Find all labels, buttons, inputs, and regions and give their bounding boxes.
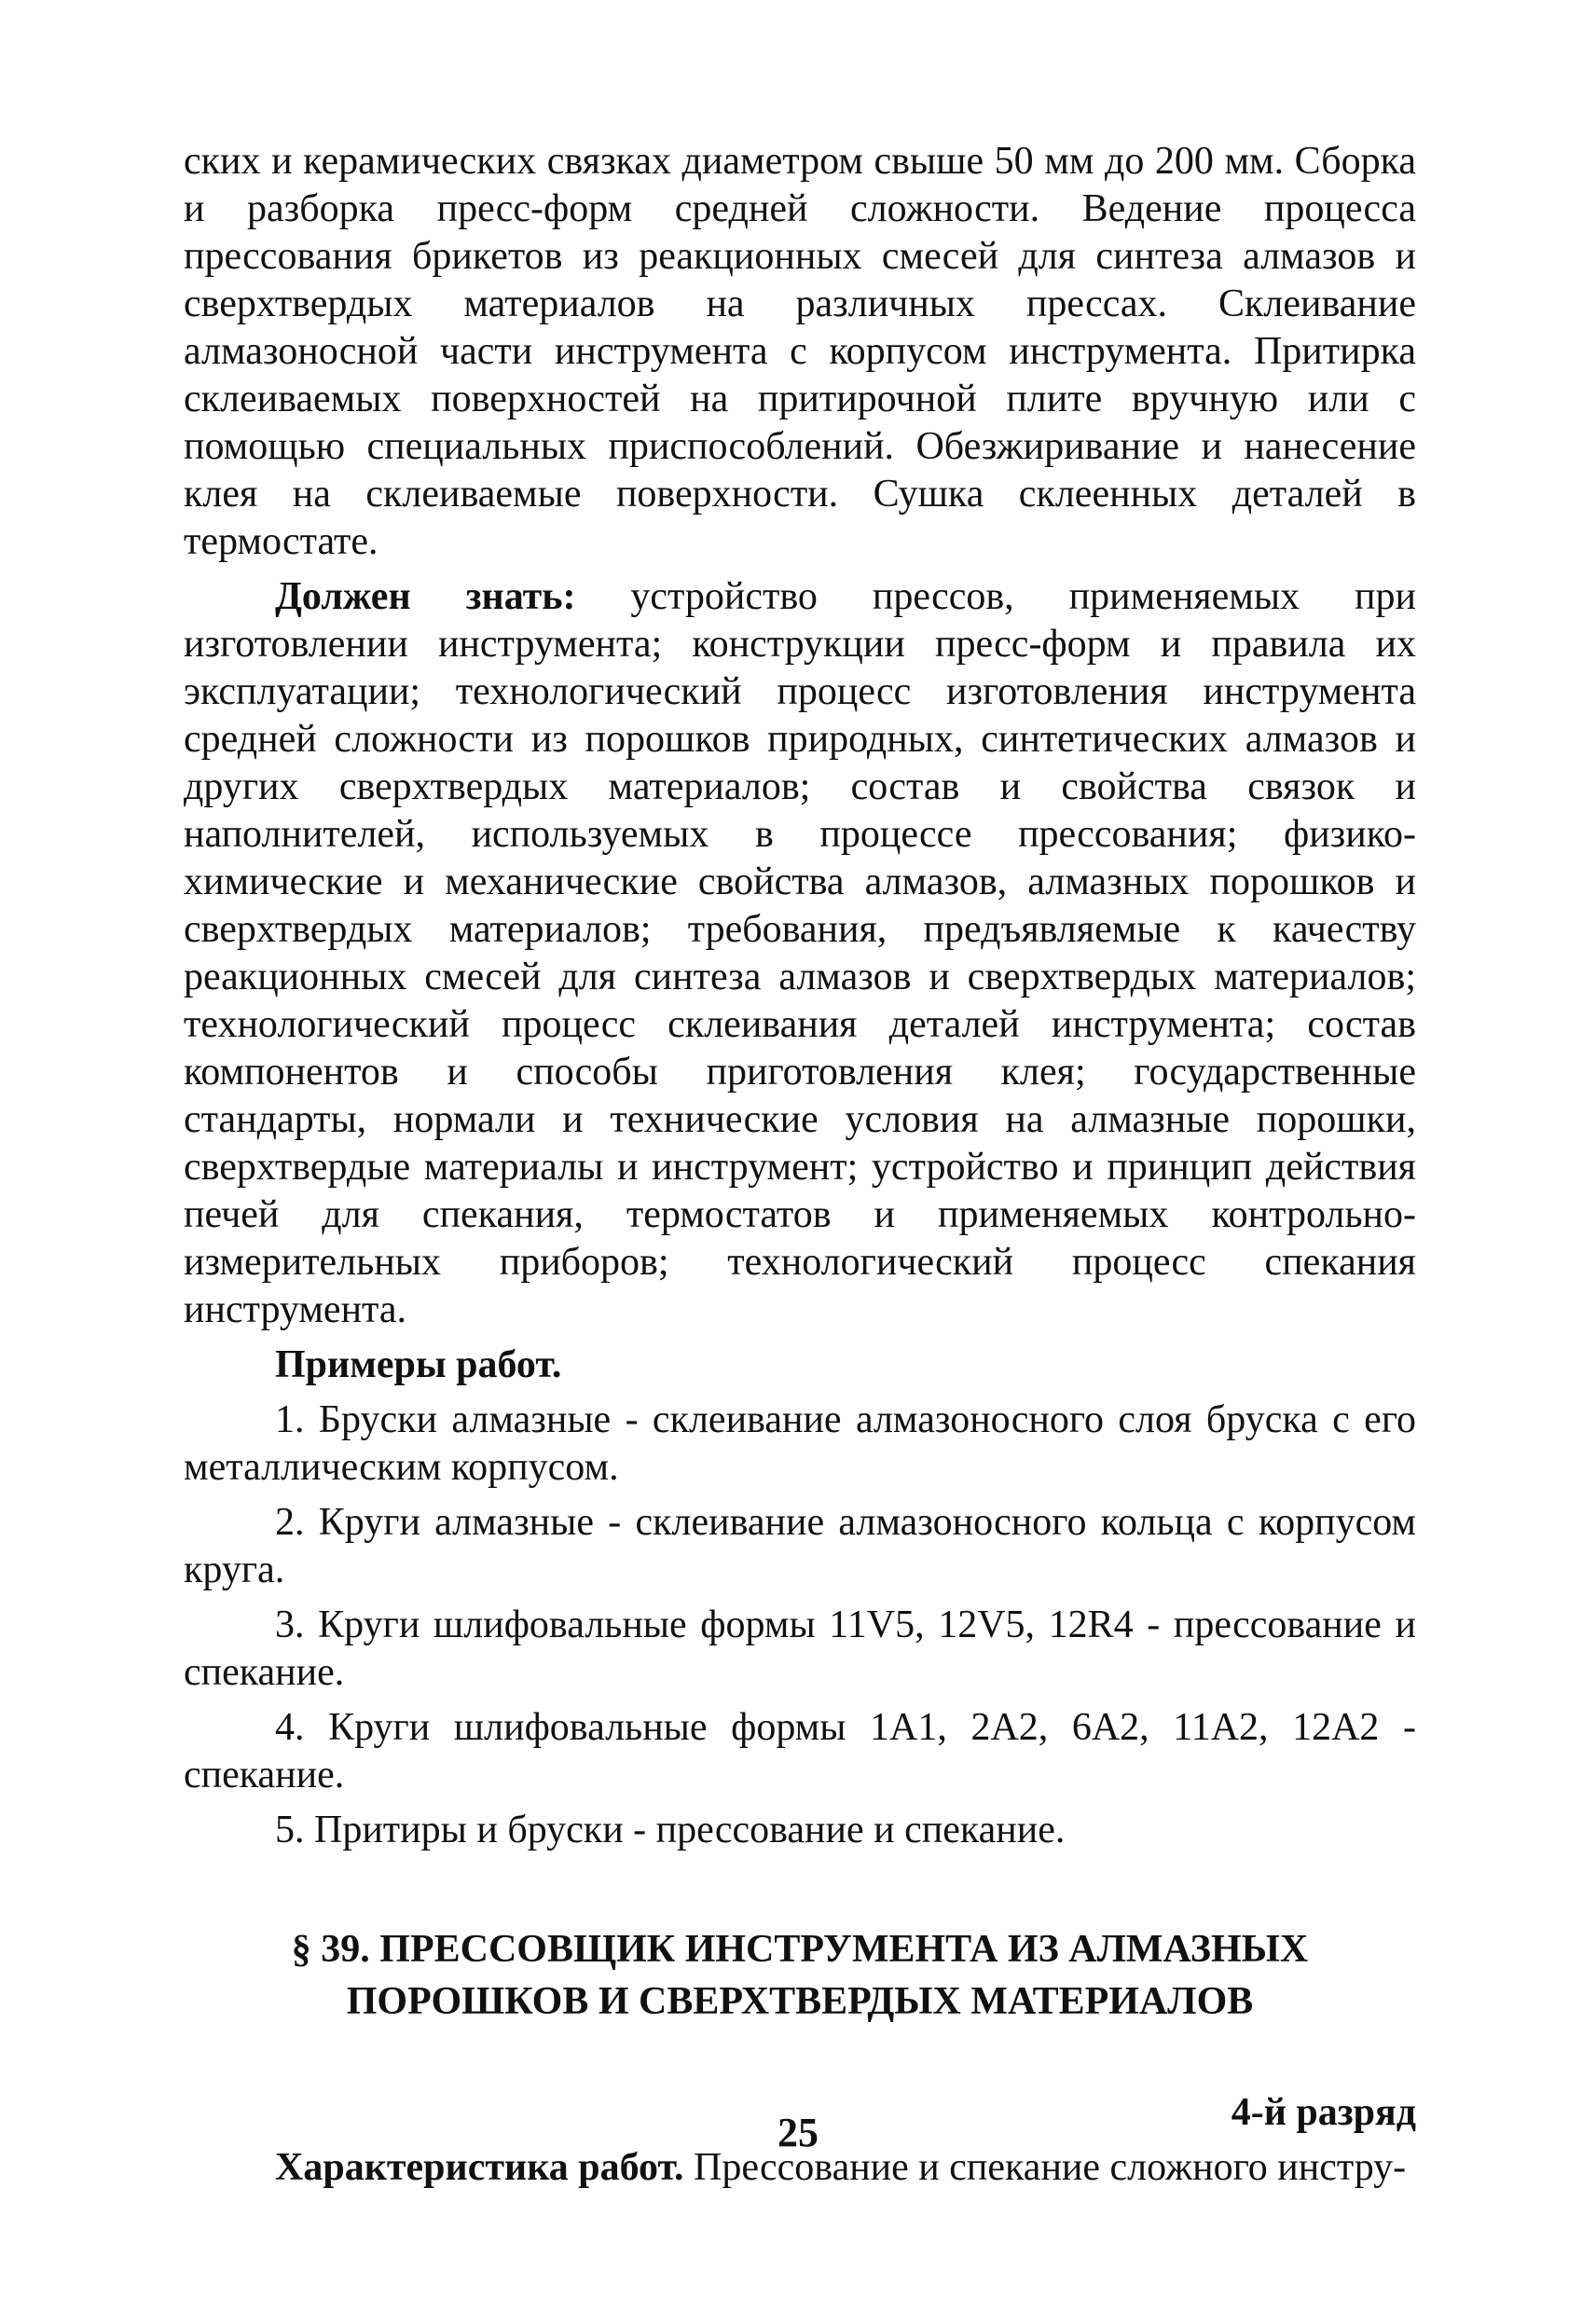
section-title — [184, 1923, 1416, 2028]
section-title-line-1: § 39. ПРЕССОВЩИК ИНСТРУМЕНТА ИЗ АЛМАЗНЫХ — [291, 1928, 1309, 1971]
example-item-5: 5. Притиры и бруски - прессование и спекание. — [275, 1809, 1066, 1851]
examples-heading: Примеры работ. — [275, 1343, 562, 1386]
page-number: 25 — [777, 2110, 819, 2155]
paragraph-continued: ских и керамических связках диаметром свыше 50 мм до 200 мм. Сборка и разборка пресс-форм средней сложности. Ведение процесса прессования брикетов из реакционных смесей для синтеза алмазов и сверхтвердых материалов на различных прессах. Склеивание алмазоносной части инструмента с корпусом инструмента. Притирка склеиваемых поверхностей на притирочной плите вручную или с помощью специальных приспособлений. Обезжиривание и нанесение клея на склеиваемые поверхности. Сушка склеенных деталей в термостате. — [184, 140, 1416, 563]
grade-label: 4-й разряд — [1231, 2091, 1416, 2134]
example-item-4: 4. Круги шлифовальные формы 1A1, 2A2, 6A2, 11A2, 12A2 - спекание. — [184, 1706, 1416, 1796]
characteristics-text: Прессование и спекание сложного инстру- — [683, 2146, 1407, 2189]
must-know-label: Должен знать: — [275, 575, 576, 618]
section-title-line-2: ПОРОШКОВ И СВЕРХТВЕРДЫХ МАТЕРИАЛОВ — [346, 1980, 1254, 2023]
example-item-1: 1. Бруски алмазные - склеивание алмазоносного слоя бруска с его металлическим корпусом. — [184, 1398, 1416, 1489]
document-page — [184, 138, 1416, 2192]
characteristics-label: Характеристика работ. — [275, 2146, 684, 2189]
must-know-text: устройство прессов, применяемых при изготовлении инструмента; конструкции пресс-форм и правила их эксплуатации; технологический процесс изготовления инструмента средней сложности из порошков природных, синтетических алмазов и других сверхтвердых материалов; состав и свойства связок и наполнителей, используемых в процессе прессования; физико-химические и механические свойства алмазов, алмазных порошков и сверхтвердых материалов; требования, предъявляемые к качеству реакционных смесей для синтеза алмазов и сверхтвердых материалов; технологический процесс склеивания деталей инструмента; состав компонентов и способы приготовления клея; государственные стандарты, нормали и технические условия на алмазные порошки, сверхтвердые материалы и инструмент; устройство и принцип действия печей для спекания, термостатов и применяемых контрольно-измерительных приборов; технологический процесс спекания инструмента. — [184, 575, 1416, 1331]
example-item-3: 3. Круги шлифовальные формы 11V5, 12V5, 12R4 - прессование и спекание. — [184, 1603, 1416, 1694]
example-item-2: 2. Круги алмазные - склеивание алмазоносного кольца с корпусом круга. — [184, 1501, 1416, 1591]
paragraph-must-know — [184, 573, 1416, 1334]
